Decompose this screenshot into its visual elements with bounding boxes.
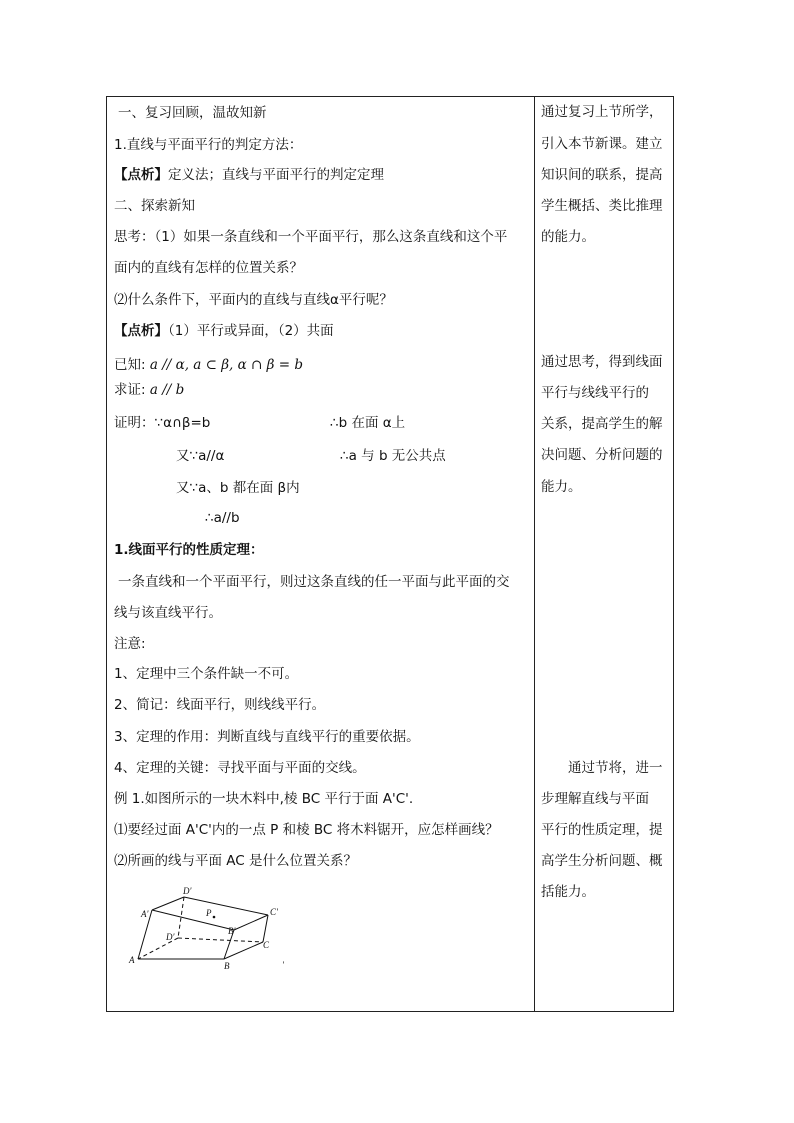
- label-d-prime: D': [183, 886, 192, 896]
- section-review-heading: 一、复习回顾，温故知新: [118, 105, 267, 121]
- edge-b-c: [224, 942, 263, 959]
- prove-line: [114, 381, 184, 399]
- label-b: B: [224, 961, 230, 971]
- side-note-line: 通过节将，进一: [568, 760, 663, 776]
- edge-c1-b1: [234, 915, 268, 930]
- proof-step-2: 又∵a//α: [176, 448, 225, 464]
- proof-step-3: 又∵a、b 都在面 β内: [176, 480, 300, 496]
- given-line: [114, 356, 303, 374]
- side-note-line: 知识间的联系，提高: [541, 167, 663, 183]
- proof-conclusion-1: ∴b 在面 α上: [330, 415, 406, 431]
- side-note-line: 平行与线线平行的: [541, 385, 649, 401]
- side-note-line: 决问题、分析问题的: [541, 447, 663, 463]
- edge-d1-c1: [184, 897, 268, 915]
- proof-conclusion-2: ∴a 与 b 无公共点: [340, 448, 446, 464]
- review-answer: [114, 166, 384, 184]
- label-c-prime: C': [270, 907, 278, 917]
- side-note-line: 的能力。: [541, 229, 595, 245]
- think-question-1-cont: 面内的直线有怎样的位置关系？: [114, 260, 303, 276]
- think-answer-text: （1）平行或异面，（2）共面: [168, 323, 334, 339]
- review-answer-text: 定义法；直线与平面平行的判定定理: [168, 167, 384, 183]
- wooden-block-figure: [120, 882, 300, 978]
- given-label: 已知:: [114, 357, 146, 373]
- stray-mark: ': [282, 960, 284, 970]
- side-note-line: 平行的性质定理，提: [541, 822, 663, 838]
- edge-a1-d1: [152, 897, 184, 910]
- given-math: a // α, a ⊂ β, α ∩ β = b: [149, 357, 303, 373]
- label-a-prime: A': [141, 909, 149, 919]
- prove-math: a // b: [149, 382, 185, 398]
- review-question: 1.直线与平面平行的判定方法：: [114, 137, 303, 153]
- side-note-line: 步理解直线与平面: [541, 791, 649, 807]
- label-p: P: [206, 908, 212, 918]
- label-b-prime: B': [228, 926, 236, 936]
- label-a: A: [129, 955, 135, 965]
- prove-label: 求证:: [114, 382, 146, 398]
- side-note-line: 高学生分析问题、概: [541, 853, 663, 869]
- think-question-2: ⑵什么条件下，平面内的直线与直线α平行呢？: [114, 292, 393, 308]
- think-answer: [114, 322, 334, 340]
- proof-conclusion-final: ∴a//b: [205, 510, 240, 526]
- note-item-3: 3、定理的作用：判断直线与直线平行的重要依据。: [114, 729, 420, 745]
- note-item-4: 4、定理的关键：寻找平面与平面的交线。: [114, 760, 366, 776]
- example-question-1: ⑴要经过面 A'C'内的一点 P 和棱 BC 将木料锯开，应怎样画线？: [114, 822, 499, 838]
- column-divider: [534, 96, 535, 1012]
- example-statement: 例 1.如图所示的一块木料中,棱 BC 平行于面 A'C'.: [114, 791, 414, 807]
- think-question-1: 思考：（1）如果一条直线和一个平面平行，那么这条直线和这个平: [114, 229, 508, 245]
- label-d-inner: D': [166, 932, 175, 942]
- side-note-line: 关系，提高学生的解: [541, 416, 663, 432]
- hidden-edge-d-c: [178, 938, 263, 942]
- side-note-line: 通过思考，得到线面: [541, 354, 663, 370]
- edge-b1-a1: [152, 910, 234, 930]
- note-item-1: 1、定理中三个条件缺一不可。: [114, 666, 299, 682]
- side-note-line: 通过复习上节所学，: [541, 104, 663, 120]
- edge-c1-c: [263, 915, 268, 942]
- note-tag: 【点析】: [114, 167, 168, 183]
- point-p: [213, 916, 216, 919]
- theorem-text-2: 线与该直线平行。: [114, 605, 222, 621]
- label-c: C: [263, 940, 270, 950]
- side-note-line: 括能力。: [541, 884, 595, 900]
- theorem-text-1: 一条直线和一个平面平行，则过这条直线的任一平面与此平面的交: [118, 574, 510, 590]
- side-note-line: 引入本节新课。建立: [541, 136, 663, 152]
- note-heading: 注意:: [114, 636, 146, 652]
- note-item-2: 2、简记：线面平行，则线线平行。: [114, 697, 326, 713]
- note-tag: 【点析】: [114, 323, 168, 339]
- side-note-line: 学生概括、类比推理: [541, 198, 663, 214]
- section-explore-heading: 二、探索新知: [114, 198, 195, 214]
- proof-step-1: 证明：∵α∩β=b: [114, 415, 211, 431]
- theorem-title: 1.线面平行的性质定理：: [114, 542, 264, 558]
- example-question-2: ⑵所画的线与平面 AC 是什么位置关系？: [114, 853, 358, 869]
- side-note-line: 能力。: [541, 479, 582, 495]
